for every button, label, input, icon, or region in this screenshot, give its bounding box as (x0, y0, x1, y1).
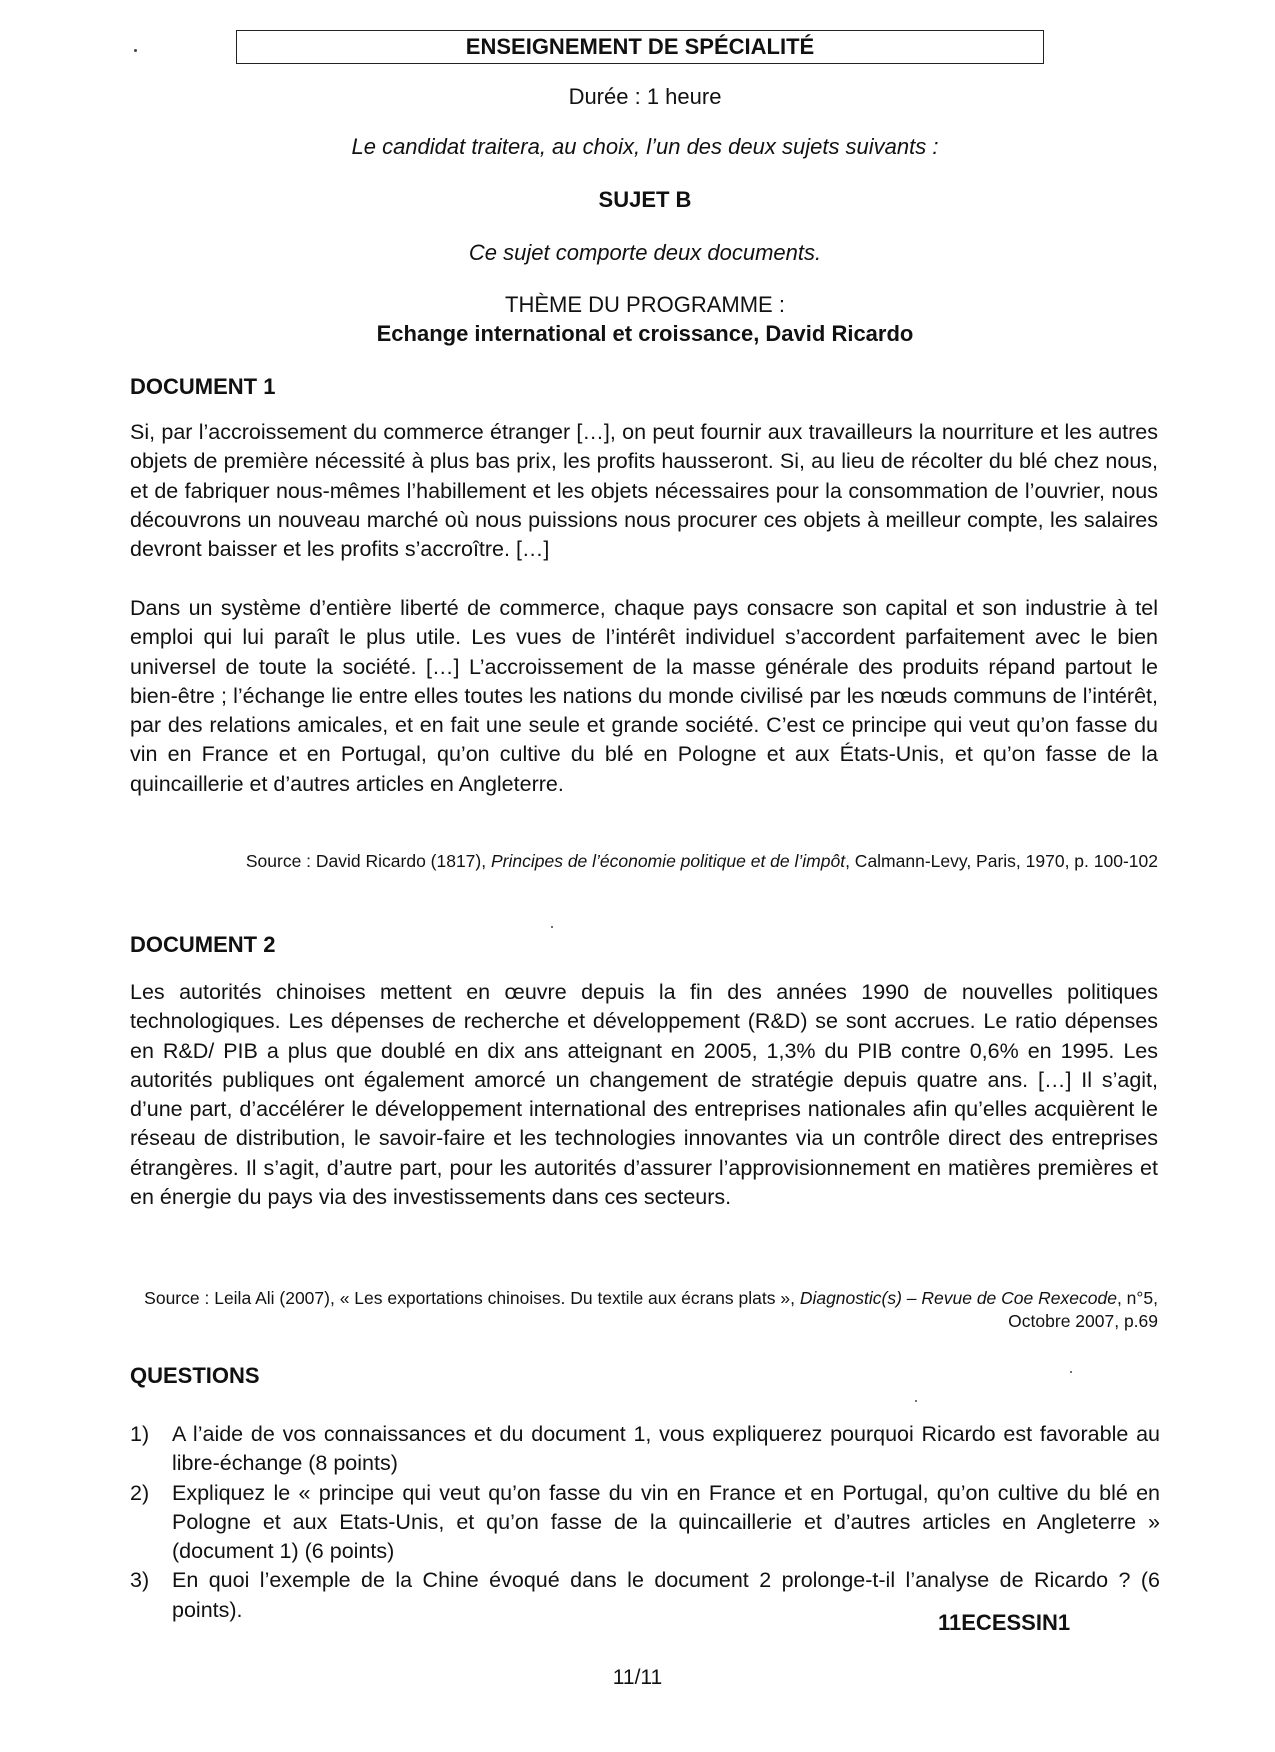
document1-paragraph-1: Si, par l’accroissement du commerce étranger […], on peut fournir aux travailleurs la nourriture et les autres objets de première nécessité à plus bas prix, les profits hausseront. Si, au lieu de récolter du blé chez nous, et de fabriquer nous-mêmes l’habillement et les objets nécessaires pour la consommation de l’ouvrier, nous découvrons un nouveau marché où nous puissions nous procurer ces objets à meilleur compte, les salaires devront baisser et les profits s’accroître. […] (130, 420, 1158, 562)
theme-title: Echange international et croissance, David Ricardo (376, 321, 914, 346)
document1-source-prefix: Source : David Ricardo (1817), (245, 851, 491, 871)
document1-source-suffix: , Calmann-Levy, Paris, 1970, p. 100-102 (845, 851, 1158, 871)
scan-speck (134, 49, 137, 52)
document1-source (130, 850, 1158, 873)
document2-source-suffix: , n°5, Octobre 2007, p.69 (1008, 1288, 1158, 1331)
document1-paragraph-2: Dans un système d’entière liberté de commerce, chaque pays consacre son capital et son industrie à tel emploi qui lui paraît le plus utile. Les vues de l’intérêt individuel s’accordent parfaitement avec le bien universel de toute la société. […] L’accroissement de la masse générale des produits répand partout le bien-être ; l’échange lie entre elles toutes les nations du monde civilisé par les nœuds communs de l’intérêt, par des relations amicales, et en fait une seule et grande société. C’est ce principe qui veut qu’on fasse du vin en France et en Portugal, qu’on cultive du blé en Pologne et aux États-Unis, et qu’on fasse de la quincaillerie et d’autres articles en Angleterre. (130, 596, 1158, 796)
scan-speck (1070, 1371, 1072, 1373)
question-number: 3) (130, 1568, 150, 1593)
question-text: A l’aide de vos connaissances et du document 1, vous expliquerez pourquoi Ricardo est favorable au libre-échange (8 points) (172, 1422, 1160, 1476)
document2-heading: DOCUMENT 2 (130, 932, 276, 957)
page-number: 11/11 (612, 1666, 663, 1689)
questions-heading: QUESTIONS (130, 1363, 260, 1388)
question-number: 1) (130, 1422, 150, 1446)
subject-label: SUJET B (598, 187, 692, 212)
document1-source-title: Principes de l’économie politique et de l’impôt (490, 851, 846, 871)
document1-heading: DOCUMENT 1 (130, 374, 276, 399)
theme-label: THÈME DU PROGRAMME : (505, 292, 785, 317)
question-item (130, 1479, 1160, 1567)
document2-paragraph: Les autorités chinoises mettent en œuvre depuis la fin des années 1990 de nouvelles politiques technologiques. Les dépenses de recherche et développement (R&D) se sont accrues. Le ratio dépenses en R&D/ PIB a plus que doublé en dix ans atteignant en 2005, 1,3% du PIB contre 0,6% en 1995. Les autorités publiques ont également amorcé un changement de stratégie depuis quatre ans. […] Il s’agit, d’une part, d’accélérer le développement international des entreprises nationales afin qu’elles acquièrent le réseau de distribution, le savoir-faire et les technologies innovantes via un contrôle direct des entreprises étrangères. Il s’agit, d’autre part, pour les autorités d’assurer l’approvisionnement en matières premières et en énergie du pays via des investissements dans ces secteurs. (130, 980, 1158, 1210)
document2-source-prefix: Source : Leila Ali (2007), « Les exportations chinoises. Du textile aux écrans plats », (144, 1288, 800, 1308)
questions-list (130, 1420, 1160, 1625)
question-item (130, 1420, 1160, 1479)
document2-source-journal: Diagnostic(s) – Revue de Coe Rexecode (799, 1288, 1117, 1308)
duration: Durée : 1 heure (568, 84, 722, 109)
question-number: 2) (130, 1480, 150, 1505)
instruction: Le candidat traitera, au choix, l’un des deux sujets suivants : (351, 134, 939, 159)
question-text: Expliquez le « principe qui veut qu’on fasse du vin en France et en Portugal, qu’on cultive du blé en Pologne et aux Etats-Unis, et qu’on fasse de la quincaillerie et d’autres articles en Angleterre » (document 1) (6 points) (172, 1480, 1160, 1564)
document2-source (130, 1287, 1158, 1333)
subject-note: Ce sujet comporte deux documents. (468, 240, 822, 265)
scan-speck (551, 926, 553, 928)
scan-speck (915, 1400, 917, 1402)
exam-code: 11ECESSIN1 (938, 1610, 1071, 1635)
question-text: En quoi l’exemple de la Chine évoqué dans le document 2 prolonge-t-il l’analyse de Ricardo ? (6 points). (172, 1568, 1160, 1622)
section-title: ENSEIGNEMENT DE SPÉCIALITÉ (236, 30, 1044, 64)
